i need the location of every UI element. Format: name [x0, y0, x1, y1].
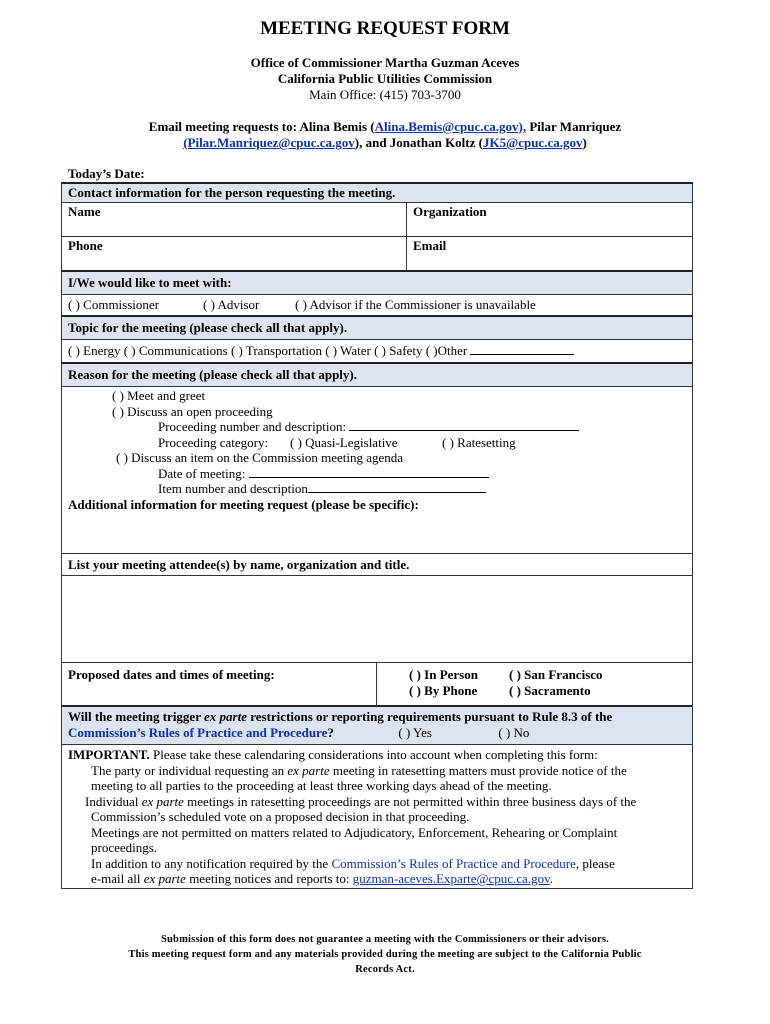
- exparte-q1: Will the meeting trigger: [68, 709, 204, 724]
- discuss-open-option[interactable]: ( ) Discuss an open proceeding: [112, 403, 273, 419]
- meeting-request-table: [61, 182, 693, 889]
- date-of-meeting-label: Date of meeting:: [158, 465, 246, 481]
- important-section: [62, 745, 693, 889]
- notification-text-italic: ex parte: [143, 871, 186, 886]
- todays-date-label: Today’s Date:: [68, 166, 145, 181]
- notification-text-b: , please: [575, 855, 615, 871]
- in-person-option[interactable]: ( ) In Person: [409, 667, 478, 682]
- proceeding-category-row: [68, 435, 686, 451]
- exparte-question: [62, 706, 693, 745]
- vote-text-italic: ex parte: [141, 793, 184, 809]
- proposed-dates-label[interactable]: Proposed dates and times of meeting:: [62, 663, 377, 707]
- footer-line1: Submission of this form does not guarantee a meeting with the Commissioners or their advisors.: [160, 934, 610, 945]
- exparte-q-italic: ex parte: [204, 709, 247, 724]
- topic-checkboxes[interactable]: ( ) Energy ( ) Communications ( ) Transportation ( ) Water ( ) Safety ( )Other: [68, 343, 468, 358]
- meeting-location-options: [377, 663, 693, 707]
- rules-of-practice-link[interactable]: Commission’s Rules of Practice and Procedure: [68, 724, 328, 740]
- attendees-field[interactable]: [62, 576, 693, 663]
- sacramento-option[interactable]: ( ) Sacramento: [509, 682, 591, 698]
- meet-with-header: I/We would like to meet with:: [62, 271, 693, 295]
- topic-header: Topic for the meeting (please check all that apply).: [62, 316, 693, 340]
- pilar-email-link[interactable]: (Pilar.Manriquez@cpuc.ca.gov: [183, 135, 355, 150]
- email-requests: [0, 119, 770, 151]
- commissioner-option[interactable]: ( ) Commissioner: [68, 297, 159, 312]
- advisor-option[interactable]: ( ) Advisor: [203, 297, 260, 312]
- email-suffix: ): [582, 135, 587, 150]
- proceeding-number-blank[interactable]: [349, 419, 579, 431]
- organization-field[interactable]: Organization: [407, 203, 693, 237]
- notification-text-d: meeting notices and reports to:: [185, 871, 353, 886]
- vote-text-c: Commission’s scheduled vote on a proposed decision in that proceeding.: [91, 809, 470, 824]
- exparte-no-option[interactable]: ( ) No: [498, 724, 530, 740]
- adjudicatory-text-a: Meetings are not permitted on matters related to Adjudicatory, Enforcement, Rehearing or Complaint: [91, 824, 618, 840]
- ratesetting-option[interactable]: ( ) Ratesetting: [442, 434, 516, 450]
- notice-text-c: meeting to all parties to the proceeding at least three working days ahead of the meeting.: [91, 778, 552, 793]
- important-intro: Please take these calendaring considerations into account when completing this form:: [149, 747, 598, 762]
- proceeding-number-row: [68, 419, 686, 435]
- proceeding-number-label: Proceeding number and description:: [158, 419, 347, 434]
- notification-text-a: In addition to any notification required by the: [91, 855, 332, 871]
- by-phone-option[interactable]: ( ) By Phone: [409, 682, 478, 698]
- notification-text-c: e-mail all: [91, 871, 144, 886]
- office-name: Office of Commissioner Martha Guzman Aceves: [250, 55, 520, 70]
- proceeding-category-label: Proceeding category:: [158, 434, 269, 450]
- additional-info-label: Additional information for meeting request (please be specific):: [68, 496, 419, 512]
- name-field[interactable]: Name: [62, 203, 407, 237]
- form-title: MEETING REQUEST FORM: [260, 18, 510, 39]
- vote-text-a: Individual: [85, 793, 142, 809]
- item-number-label: Item number and description: [158, 481, 308, 496]
- office-info: [0, 55, 770, 103]
- quasi-legislative-option[interactable]: ( ) Quasi-Legislative: [290, 434, 398, 450]
- adjudicatory-text-b: proceedings.: [91, 840, 158, 855]
- vote-text-b: meetings in ratesetting proceedings are not permitted within three business days of the: [183, 793, 637, 809]
- contact-header: Contact information for the person requesting the meeting.: [62, 183, 693, 203]
- notice-text-italic: ex parte: [287, 762, 330, 778]
- attendees-label: List your meeting attendee(s) by name, organization and title.: [62, 554, 693, 576]
- important-label: IMPORTANT.: [68, 747, 150, 762]
- discuss-item-option[interactable]: ( ) Discuss an item on the Commission meeting agenda: [116, 450, 404, 465]
- jonathan-email-link[interactable]: JK5@cpuc.ca.gov: [482, 135, 583, 150]
- rules-of-practice-link-2[interactable]: Commission’s Rules of Practice and Procedure: [331, 855, 576, 871]
- reason-header: Reason for the meeting (please check all that apply).: [62, 363, 693, 387]
- notice-text-a: The party or individual requesting an: [91, 762, 288, 778]
- email-field[interactable]: Email: [407, 237, 693, 272]
- exparte-email-link[interactable]: guzman-aceves.Exparte@cpuc.ca.gov: [352, 871, 550, 886]
- main-office-phone: Main Office: (415) 703-3700: [309, 87, 461, 102]
- topic-other-blank[interactable]: [470, 343, 574, 355]
- alina-email-link[interactable]: Alina.Bemis@cpuc.ca.gov),: [374, 119, 527, 134]
- exparte-qmark: ?: [327, 724, 334, 740]
- san-francisco-option[interactable]: ( ) San Francisco: [509, 667, 603, 682]
- date-of-meeting-row: [68, 466, 686, 482]
- footer-line3: Records Act.: [355, 964, 415, 975]
- notification-text-end: .: [549, 871, 553, 886]
- email-prefix: Email meeting requests to: Alina Bemis (: [148, 119, 375, 134]
- topic-options: [62, 340, 693, 364]
- email-mid1: Pilar Manriquez: [526, 119, 622, 134]
- date-of-meeting-blank[interactable]: [249, 466, 489, 478]
- exparte-yes-option[interactable]: ( ) Yes: [398, 724, 432, 740]
- commission-name: California Public Utilities Commission: [277, 71, 493, 86]
- reason-section: [62, 387, 693, 554]
- item-number-blank[interactable]: [308, 481, 486, 493]
- phone-field[interactable]: Phone: [62, 237, 407, 272]
- footer-disclaimer: [0, 932, 770, 977]
- email-mid2: ), and Jonathan Koltz (: [354, 135, 483, 150]
- advisor-if-unavailable-option[interactable]: ( ) Advisor if the Commissioner is unavailable: [295, 297, 536, 312]
- footer-line2: This meeting request form and any materials provided during the meeting are subject to the California Public: [128, 949, 642, 960]
- meet-with-options: [62, 295, 693, 317]
- notice-text-b: meeting in ratesetting matters must provide notice of the: [329, 762, 627, 778]
- exparte-q2: restrictions or reporting requirements pursuant to Rule 8.3 of the: [246, 709, 613, 724]
- item-number-row: [68, 481, 686, 497]
- meet-greet-option[interactable]: ( ) Meet and greet: [112, 388, 206, 403]
